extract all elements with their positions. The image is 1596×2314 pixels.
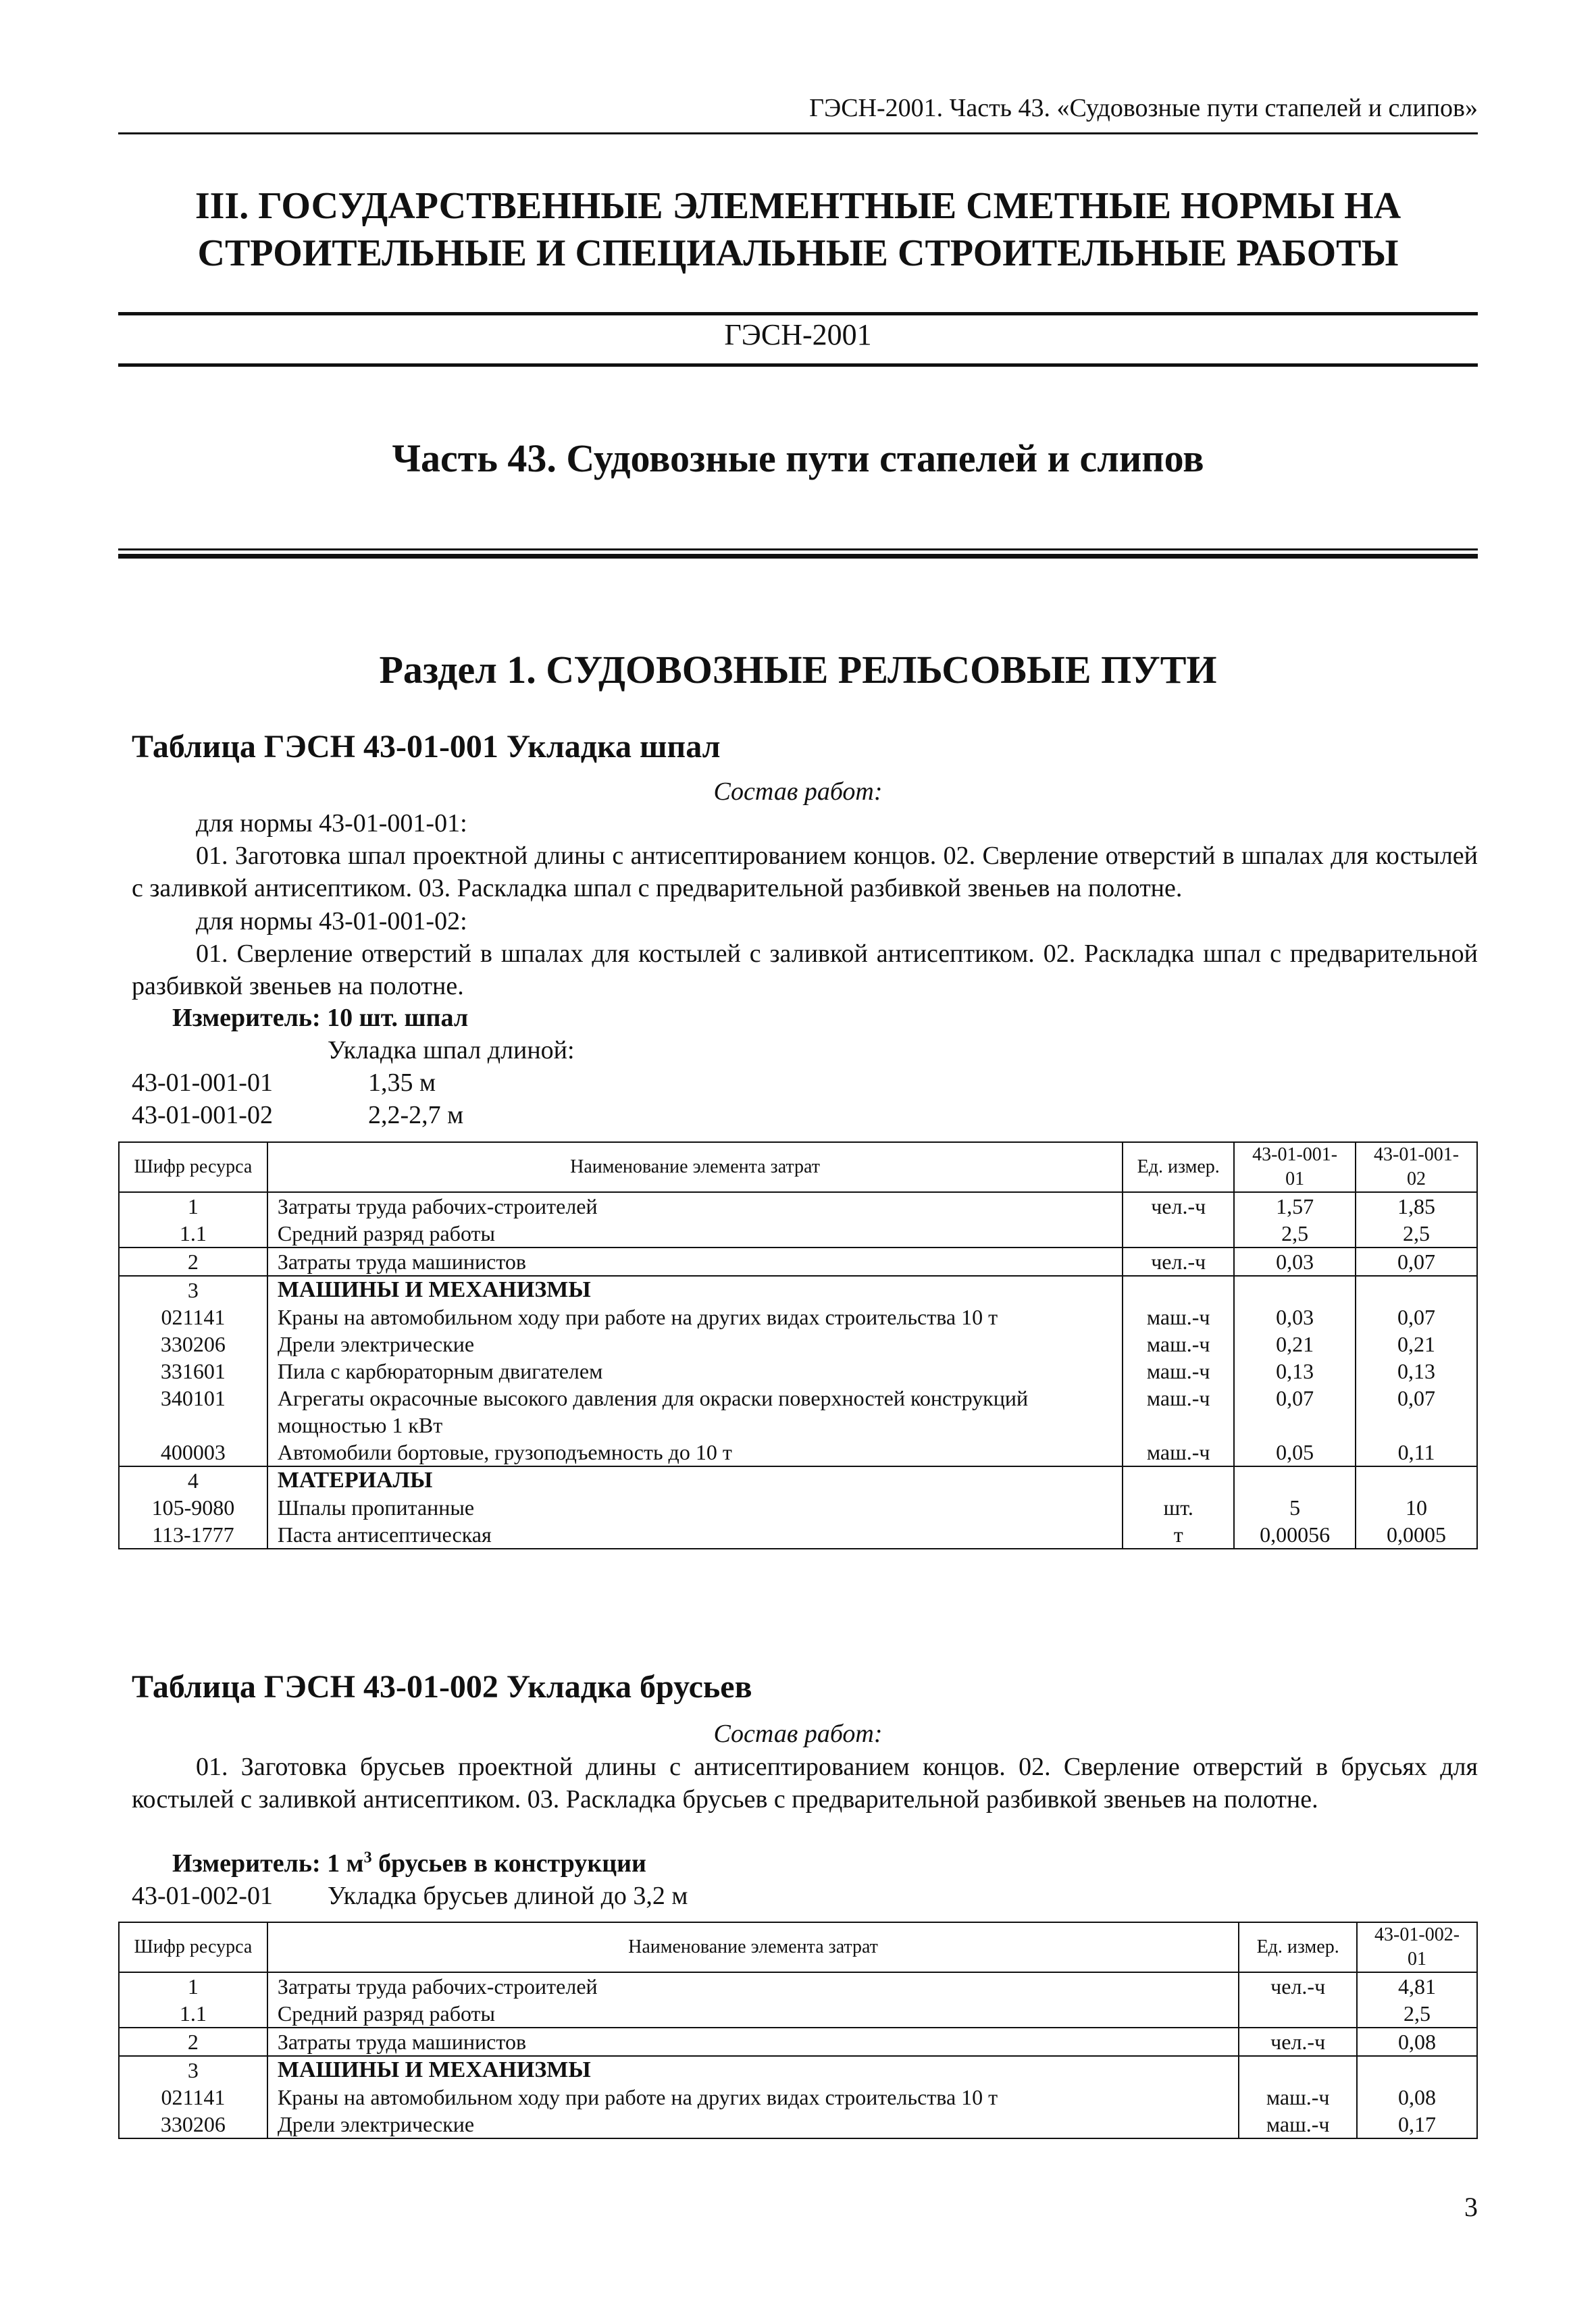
row-code: 021141 — [119, 2084, 267, 2111]
table1-norm2-label: для нормы 43-01-001-02: — [196, 907, 467, 935]
table2 — [118, 1922, 1478, 2139]
row-value-1: 4,81 — [1357, 1972, 1477, 2000]
row-name: Средний разряд работы — [267, 1220, 1123, 1248]
row-value-2: 0,21 — [1356, 1331, 1477, 1358]
part-heading: Часть 43. Судовозные пути стапелей и слипов — [392, 436, 1204, 480]
header-col1: 43-01-001-01 — [1234, 1142, 1356, 1192]
row-code: 2 — [119, 2028, 267, 2056]
row-name: Агрегаты окрасочные высокого давления для окраски поверхностей конструкций мощностью 1 кВт — [267, 1385, 1123, 1439]
row-unit: чел.-ч — [1239, 2028, 1357, 2056]
row-value-2: 1,85 — [1356, 1192, 1477, 1220]
table1 — [118, 1141, 1478, 1549]
row-value-1: 0,07 — [1234, 1385, 1356, 1439]
row-value-1: 0,21 — [1234, 1331, 1356, 1358]
row-value-1: 0,08 — [1357, 2028, 1477, 2056]
row-value-2: 0,11 — [1356, 1439, 1477, 1466]
row-unit — [1123, 1466, 1234, 1494]
row-value-1 — [1357, 2056, 1477, 2084]
table-row — [119, 2028, 1477, 2056]
row-value-1: 0,17 — [1357, 2111, 1477, 2138]
row-name: Затраты труда машинистов — [267, 1248, 1123, 1276]
row-value-1: 0,05 — [1234, 1439, 1356, 1466]
row-unit — [1123, 1220, 1234, 1248]
row-code: 330206 — [119, 2111, 267, 2138]
row-code: 105-9080 — [119, 1494, 267, 1521]
row-name: Краны на автомобильном ходу при работе на других видах строительства 10 т — [267, 2084, 1239, 2111]
table1-header-row — [119, 1142, 1477, 1192]
header-rule — [118, 132, 1478, 134]
row-code: 330206 — [119, 1331, 267, 1358]
row-code: 1 — [119, 1192, 267, 1220]
row-code: 3 — [119, 1276, 267, 1304]
table-row — [119, 1385, 1477, 1439]
row-unit: чел.-ч — [1239, 1972, 1357, 2000]
table2-text: 01. Заготовка брусьев проектной длины с антисептированием концов. 02. Сверление отверстий в брусьях для костылей с заливкой антисептиком. 03. Раскладка брусьев с предварительной разбивкой звеньев на полотне. — [132, 1753, 1478, 1814]
row-value-2: 0,07 — [1356, 1248, 1477, 1276]
row-code: 331601 — [119, 1358, 267, 1385]
section-heading: Раздел 1. СУДОВОЗНЫЕ РЕЛЬСОВЫЕ ПУТИ — [379, 648, 1217, 692]
row-unit: маш.-ч — [1123, 1385, 1234, 1439]
gesn-label: ГЭСН-2001 — [724, 318, 872, 351]
table2-sostav: Состав работ: — [713, 1720, 883, 1748]
row-name: Затраты труда машинистов — [267, 2028, 1239, 2056]
row-value-1: 0,08 — [1357, 2084, 1477, 2111]
row-code: 3 — [119, 2056, 267, 2084]
row-unit: маш.-ч — [1123, 1439, 1234, 1466]
table-row — [119, 1220, 1477, 1248]
row-code: 2 — [119, 1248, 267, 1276]
table1-norm1-label: для нормы 43-01-001-01: — [196, 809, 467, 838]
row-code: 113-1777 — [119, 1521, 267, 1549]
table-row — [119, 1358, 1477, 1385]
header-col1: 43-01-002-01 — [1357, 1922, 1477, 1972]
row-value-2 — [1356, 1276, 1477, 1304]
row-unit: маш.-ч — [1123, 1331, 1234, 1358]
table-row — [119, 2056, 1477, 2084]
row-code: 1.1 — [119, 2000, 267, 2028]
row-unit: чел.-ч — [1123, 1248, 1234, 1276]
row-unit: маш.-ч — [1239, 2084, 1357, 2111]
row-unit — [1239, 2056, 1357, 2084]
gesn-bottom-rule — [118, 363, 1478, 367]
double-rule-top — [118, 548, 1478, 550]
row-code: 340101 — [119, 1385, 267, 1439]
row-name: Шпалы пропитанные — [267, 1494, 1123, 1521]
part-title — [118, 182, 1478, 277]
row-unit: чел.-ч — [1123, 1192, 1234, 1220]
row-value-1: 0,03 — [1234, 1304, 1356, 1331]
row-value-2: 10 — [1356, 1494, 1477, 1521]
table-row — [119, 2111, 1477, 2138]
row-value-1: 1,57 — [1234, 1192, 1356, 1220]
table2-meter — [172, 1849, 646, 1878]
row-unit: маш.-ч — [1123, 1304, 1234, 1331]
table-row — [119, 2084, 1477, 2111]
row-code: 4 — [119, 1466, 267, 1494]
table1-subheading: Укладка шпал длиной: — [328, 1036, 575, 1064]
table-row — [119, 1304, 1477, 1331]
meter-suffix: брусьев в конструкции — [371, 1849, 646, 1878]
table-row — [119, 1276, 1477, 1304]
row-name: Дрели электрические — [267, 2111, 1239, 2138]
header-unit: Ед. измер. — [1239, 1922, 1357, 1972]
row-code: 021141 — [119, 1304, 267, 1331]
header-code: Шифр ресурса — [119, 1142, 267, 1192]
row-category: МАШИНЫ И МЕХАНИЗМЫ — [267, 1276, 1123, 1304]
row-name: Затраты труда рабочих-строителей — [267, 1192, 1123, 1220]
table-row — [119, 2000, 1477, 2028]
table-row — [119, 1494, 1477, 1521]
table-row — [119, 1521, 1477, 1549]
row-name: Средний разряд работы — [267, 2000, 1239, 2028]
table2-desc1: Укладка брусьев длиной до 3,2 м — [328, 1882, 688, 1910]
row-value-1: 2,5 — [1357, 2000, 1477, 2028]
row-unit: т — [1123, 1521, 1234, 1549]
row-value-1: 0,13 — [1234, 1358, 1356, 1385]
row-code: 1.1 — [119, 1220, 267, 1248]
table1-title: Таблица ГЭСН 43-01-001 Укладка шпал — [132, 729, 721, 765]
meter-superscript: 3 — [363, 1849, 372, 1867]
table1-len2: 2,2-2,7 м — [368, 1101, 464, 1129]
table-row — [119, 1439, 1477, 1466]
row-value-2: 0,07 — [1356, 1385, 1477, 1439]
row-unit — [1123, 1276, 1234, 1304]
running-header: ГЭСН-2001. Часть 43. «Судовозные пути стапелей и слипов» — [809, 94, 1478, 122]
part-title-line-2: СТРОИТЕЛЬНЫЕ И СПЕЦИАЛЬНЫЕ СТРОИТЕЛЬНЫЕ РАБОТЫ — [197, 232, 1399, 274]
table-row — [119, 1466, 1477, 1494]
table-row — [119, 1248, 1477, 1276]
row-value-1: 5 — [1234, 1494, 1356, 1521]
table2-title: Таблица ГЭСН 43-01-002 Укладка брусьев — [132, 1669, 752, 1705]
row-value-2: 0,07 — [1356, 1304, 1477, 1331]
part-title-line-1: III. ГОСУДАРСТВЕННЫЕ ЭЛЕМЕНТНЫЕ СМЕТНЫЕ НОРМЫ НА — [195, 185, 1401, 227]
meter-prefix: Измеритель: 1 м — [172, 1849, 364, 1878]
gesn-top-rule — [118, 312, 1478, 315]
row-name: Дрели электрические — [267, 1331, 1123, 1358]
table1-norm2-text: 01. Сверление отверстий в шпалах для костылей с заливкой антисептиком. 02. Раскладка шпал с предварительной разбивкой звеньев на полотне. — [132, 940, 1478, 1000]
row-name: Паста антисептическая — [267, 1521, 1123, 1549]
table1-meter: Измеритель: 10 шт. шпал — [172, 1004, 469, 1032]
table1-sostav: Состав работ: — [713, 777, 883, 806]
row-code: 400003 — [119, 1439, 267, 1466]
table2-header-row — [119, 1922, 1477, 1972]
row-category: МАШИНЫ И МЕХАНИЗМЫ — [267, 2056, 1239, 2084]
header-code: Шифр ресурса — [119, 1922, 267, 1972]
row-value-1 — [1234, 1466, 1356, 1494]
row-value-2: 0,0005 — [1356, 1521, 1477, 1549]
table1-code2: 43-01-001-02 — [132, 1101, 273, 1129]
row-value-2: 0,13 — [1356, 1358, 1477, 1385]
row-name: Краны на автомобильном ходу при работе на других видах строительства 10 т — [267, 1304, 1123, 1331]
row-unit — [1239, 2000, 1357, 2028]
row-value-2: 2,5 — [1356, 1220, 1477, 1248]
row-name: Пила с карбюраторным двигателем — [267, 1358, 1123, 1385]
header-name: Наименование элемента затрат — [267, 1922, 1239, 1972]
row-name: Автомобили бортовые, грузоподъемность до 10 т — [267, 1439, 1123, 1466]
header-unit: Ед. измер. — [1123, 1142, 1234, 1192]
row-value-1: 2,5 — [1234, 1220, 1356, 1248]
table-row — [119, 1192, 1477, 1220]
row-value-1: 0,03 — [1234, 1248, 1356, 1276]
row-name: Затраты труда рабочих-строителей — [267, 1972, 1239, 2000]
page-number: 3 — [1464, 2192, 1478, 2222]
row-unit: маш.-ч — [1123, 1358, 1234, 1385]
row-category: МАТЕРИАЛЫ — [267, 1466, 1123, 1494]
table1-norm1-text: 01. Заготовка шпал проектной длины с антисептированием концов. 02. Сверление отверстий в шпалах для костылей с заливкой антисептиком. 03. Раскладка шпал с предварительной разбивкой звеньев на полотне. — [132, 842, 1478, 902]
row-code: 1 — [119, 1972, 267, 2000]
header-col2: 43-01-001-02 — [1356, 1142, 1477, 1192]
row-value-1 — [1234, 1276, 1356, 1304]
header-name: Наименование элемента затрат — [267, 1142, 1123, 1192]
row-unit: шт. — [1123, 1494, 1234, 1521]
row-unit: маш.-ч — [1239, 2111, 1357, 2138]
table1-len1: 1,35 м — [368, 1069, 436, 1097]
double-rule-bottom — [118, 554, 1478, 559]
table1-code1: 43-01-001-01 — [132, 1069, 273, 1097]
table-row — [119, 1972, 1477, 2000]
table2-code1: 43-01-002-01 — [132, 1882, 273, 1910]
table-row — [119, 1331, 1477, 1358]
row-value-2 — [1356, 1466, 1477, 1494]
row-value-1: 0,00056 — [1234, 1521, 1356, 1549]
